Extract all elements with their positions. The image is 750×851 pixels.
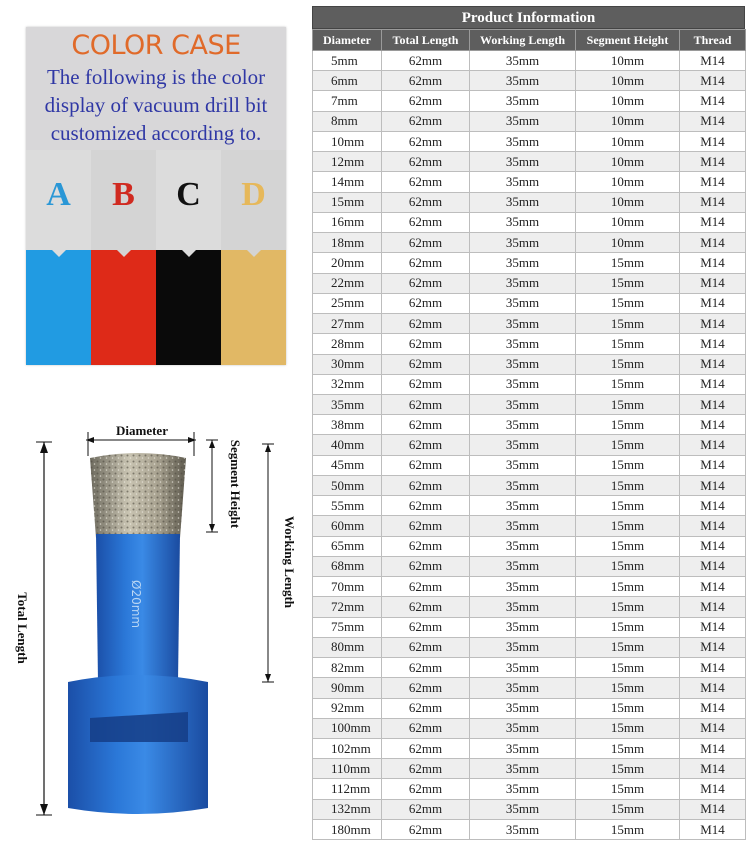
table-cell: 35mm	[470, 698, 576, 718]
table-cell: 62mm	[382, 394, 470, 414]
table-cell: 35mm	[470, 536, 576, 556]
table-row	[313, 71, 746, 91]
table-cell: 15mm	[576, 759, 680, 779]
table-row	[313, 192, 746, 212]
color-option-b	[91, 150, 156, 365]
table-row	[313, 496, 746, 516]
table-cell: 35mm	[470, 152, 576, 172]
table-cell: 62mm	[382, 779, 470, 799]
table-cell: 62mm	[382, 212, 470, 232]
table-cell: 10mm	[576, 91, 680, 111]
table-cell: 18mm	[313, 233, 382, 253]
column-header: Total Length	[382, 30, 470, 51]
diameter-engraving: Ø20mm	[129, 580, 143, 629]
table-row	[313, 273, 746, 293]
table-cell: 38mm	[313, 415, 382, 435]
table-row	[313, 597, 746, 617]
table-cell: 102mm	[313, 738, 382, 758]
table-cell: 62mm	[382, 698, 470, 718]
table-cell: 15mm	[576, 273, 680, 293]
table-cell: 35mm	[313, 394, 382, 414]
table-cell: M14	[680, 334, 746, 354]
table-row	[313, 374, 746, 394]
table-row	[313, 819, 746, 839]
table-row	[313, 455, 746, 475]
table-cell: M14	[680, 516, 746, 536]
table-cell: 65mm	[313, 536, 382, 556]
table-cell: 62mm	[382, 253, 470, 273]
table-cell: 62mm	[382, 799, 470, 819]
table-cell: 110mm	[313, 759, 382, 779]
table-cell: 10mm	[576, 71, 680, 91]
table-cell: 62mm	[382, 455, 470, 475]
table-cell: 62mm	[382, 273, 470, 293]
table-cell: 35mm	[470, 455, 576, 475]
color-case-title: COLOR CASE	[71, 30, 241, 61]
table-cell: 62mm	[382, 678, 470, 698]
table-cell: 35mm	[470, 51, 576, 71]
table-cell: 92mm	[313, 698, 382, 718]
table-cell: 35mm	[470, 496, 576, 516]
table-cell: 62mm	[382, 658, 470, 678]
table-cell: 15mm	[576, 435, 680, 455]
table-cell: 62mm	[382, 597, 470, 617]
table-cell: 180mm	[313, 819, 382, 839]
table-cell: 15mm	[576, 354, 680, 374]
table-cell: M14	[680, 799, 746, 819]
table-cell: 62mm	[382, 637, 470, 657]
table-cell: M14	[680, 475, 746, 495]
table-cell: 15mm	[576, 374, 680, 394]
table-cell: 62mm	[382, 435, 470, 455]
table-cell: 15mm	[576, 394, 680, 414]
table-cell: 10mm	[576, 51, 680, 71]
table-cell: 35mm	[470, 819, 576, 839]
table-cell: 6mm	[313, 71, 382, 91]
table-cell: 15mm	[576, 314, 680, 334]
table-cell: 35mm	[470, 738, 576, 758]
table-cell: 15mm	[576, 799, 680, 819]
table-cell: 35mm	[470, 314, 576, 334]
table-cell: 75mm	[313, 617, 382, 637]
table-cell: 10mm	[576, 192, 680, 212]
table-cell: 10mm	[576, 131, 680, 151]
table-cell: 112mm	[313, 779, 382, 799]
table-cell: 35mm	[470, 192, 576, 212]
table-cell: 15mm	[576, 698, 680, 718]
table-cell: 15mm	[576, 779, 680, 799]
table-cell: M14	[680, 718, 746, 738]
table-cell: 45mm	[313, 455, 382, 475]
color-swatch	[26, 250, 91, 365]
segment-height-label: Segment Height	[228, 439, 243, 529]
column-header: Diameter	[313, 30, 382, 51]
table-row	[313, 799, 746, 819]
table-cell: 62mm	[382, 536, 470, 556]
color-option-letter: D	[241, 176, 266, 213]
table-cell: 20mm	[313, 253, 382, 273]
table-cell: 35mm	[470, 779, 576, 799]
table-cell: 5mm	[313, 51, 382, 71]
table-cell: M14	[680, 577, 746, 597]
table-cell: M14	[680, 253, 746, 273]
table-cell: 70mm	[313, 577, 382, 597]
table-cell: 10mm	[313, 131, 382, 151]
table-cell: 10mm	[576, 111, 680, 131]
table-cell: M14	[680, 314, 746, 334]
table-row	[313, 91, 746, 111]
table-cell: 62mm	[382, 51, 470, 71]
table-row	[313, 415, 746, 435]
table-cell: 62mm	[382, 475, 470, 495]
table-cell: 62mm	[382, 334, 470, 354]
table-cell: 72mm	[313, 597, 382, 617]
table-cell: 35mm	[470, 212, 576, 232]
table-cell: 62mm	[382, 617, 470, 637]
table-row	[313, 253, 746, 273]
color-option-letter: A	[46, 176, 71, 213]
table-cell: M14	[680, 455, 746, 475]
table-cell: M14	[680, 759, 746, 779]
table-cell: 15mm	[576, 556, 680, 576]
table-cell: 35mm	[470, 435, 576, 455]
table-row	[313, 698, 746, 718]
table-cell: 62mm	[382, 738, 470, 758]
color-option-letter: C	[176, 176, 201, 213]
table-cell: 35mm	[470, 577, 576, 597]
table-cell: 35mm	[470, 374, 576, 394]
table-cell: 15mm	[576, 718, 680, 738]
table-cell: 35mm	[470, 637, 576, 657]
color-swatch	[156, 250, 221, 365]
table-cell: M14	[680, 597, 746, 617]
table-cell: M14	[680, 192, 746, 212]
table-cell: M14	[680, 779, 746, 799]
table-cell: 15mm	[576, 536, 680, 556]
table-cell: 10mm	[576, 152, 680, 172]
color-option-c	[156, 150, 221, 365]
table-cell: 8mm	[313, 111, 382, 131]
table-cell: 15mm	[576, 738, 680, 758]
table-cell: M14	[680, 131, 746, 151]
table-cell: 35mm	[470, 415, 576, 435]
color-swatch	[91, 250, 156, 365]
table-row	[313, 51, 746, 71]
table-row	[313, 718, 746, 738]
table-cell: 62mm	[382, 152, 470, 172]
color-option-a	[26, 150, 91, 365]
table-cell: 62mm	[382, 131, 470, 151]
table-row	[313, 678, 746, 698]
table-cell: 35mm	[470, 617, 576, 637]
column-header: Thread	[680, 30, 746, 51]
table-row	[313, 314, 746, 334]
table-cell: 15mm	[576, 597, 680, 617]
drill-bit-illustration	[0, 400, 305, 851]
table-cell: 62mm	[382, 577, 470, 597]
table-cell: 15mm	[576, 819, 680, 839]
table-cell: M14	[680, 394, 746, 414]
table-row	[313, 637, 746, 657]
table-cell: 30mm	[313, 354, 382, 374]
table-cell: 40mm	[313, 435, 382, 455]
color-option-d	[221, 150, 286, 365]
table-row	[313, 658, 746, 678]
diameter-label: Diameter	[116, 423, 168, 438]
table-cell: 62mm	[382, 314, 470, 334]
table-cell: M14	[680, 496, 746, 516]
table-row	[313, 293, 746, 313]
table-row	[313, 617, 746, 637]
table-row	[313, 131, 746, 151]
color-option-letter: B	[112, 176, 135, 213]
table-cell: 15mm	[576, 496, 680, 516]
table-cell: 62mm	[382, 718, 470, 738]
table-cell: M14	[680, 212, 746, 232]
table-cell: 62mm	[382, 759, 470, 779]
color-case-card	[26, 27, 286, 365]
table-cell: 90mm	[313, 678, 382, 698]
table-cell: M14	[680, 51, 746, 71]
table-cell: 35mm	[470, 293, 576, 313]
table-row	[313, 536, 746, 556]
table-title: Product Information	[312, 6, 745, 29]
table-cell: 12mm	[313, 152, 382, 172]
table-cell: 35mm	[470, 172, 576, 192]
table-cell: 25mm	[313, 293, 382, 313]
table-cell: 62mm	[382, 111, 470, 131]
table-cell: 62mm	[382, 233, 470, 253]
table-row	[313, 233, 746, 253]
table-cell: M14	[680, 637, 746, 657]
table-cell: 35mm	[470, 334, 576, 354]
color-case-description: The following is the color display of vacuum drill bit customized according to.	[44, 65, 268, 145]
product-information-table	[312, 6, 745, 840]
table-cell: 132mm	[313, 799, 382, 819]
table-row	[313, 111, 746, 131]
table-cell: 35mm	[470, 253, 576, 273]
table-cell: 16mm	[313, 212, 382, 232]
table-cell: M14	[680, 435, 746, 455]
table-cell: M14	[680, 91, 746, 111]
table-cell: M14	[680, 819, 746, 839]
table-cell: 62mm	[382, 71, 470, 91]
table-cell: 27mm	[313, 314, 382, 334]
table-cell: 62mm	[382, 91, 470, 111]
table-cell: 15mm	[576, 617, 680, 637]
table-cell: M14	[680, 293, 746, 313]
table-cell: 62mm	[382, 415, 470, 435]
table-cell: 15mm	[576, 293, 680, 313]
table-cell: 22mm	[313, 273, 382, 293]
table-row	[313, 475, 746, 495]
table-row	[313, 394, 746, 414]
table-cell: M14	[680, 354, 746, 374]
table-cell: 55mm	[313, 496, 382, 516]
table-row	[313, 516, 746, 536]
table-row	[313, 435, 746, 455]
column-header: Segment Height	[576, 30, 680, 51]
table-cell: 35mm	[470, 678, 576, 698]
table-cell: 60mm	[313, 516, 382, 536]
table-cell: 35mm	[470, 91, 576, 111]
table-cell: 35mm	[470, 131, 576, 151]
table-cell: 15mm	[576, 253, 680, 273]
working-length-label: Working Length	[282, 515, 297, 609]
table-cell: M14	[680, 698, 746, 718]
table-cell: 80mm	[313, 637, 382, 657]
table-cell: M14	[680, 678, 746, 698]
table-cell: M14	[680, 71, 746, 91]
table-cell: 35mm	[470, 799, 576, 819]
column-header: Working Length	[470, 30, 576, 51]
table-cell: 35mm	[470, 556, 576, 576]
table-cell: M14	[680, 556, 746, 576]
table-row	[313, 152, 746, 172]
table-cell: 35mm	[470, 658, 576, 678]
table-cell: 35mm	[470, 71, 576, 91]
table-row	[313, 172, 746, 192]
table-cell: 62mm	[382, 172, 470, 192]
table-cell: M14	[680, 152, 746, 172]
table-cell: 62mm	[382, 556, 470, 576]
color-options	[26, 150, 286, 365]
table-row	[313, 334, 746, 354]
table-cell: 15mm	[576, 577, 680, 597]
table-cell: 35mm	[470, 597, 576, 617]
table-cell: 7mm	[313, 91, 382, 111]
table-header-row	[313, 30, 746, 51]
table-cell: 62mm	[382, 819, 470, 839]
table-row	[313, 212, 746, 232]
table-cell: 35mm	[470, 394, 576, 414]
table-cell: 32mm	[313, 374, 382, 394]
table-cell: 100mm	[313, 718, 382, 738]
table-cell: 62mm	[382, 496, 470, 516]
table-cell: 35mm	[470, 759, 576, 779]
table-cell: 15mm	[576, 637, 680, 657]
table-cell: 62mm	[382, 516, 470, 536]
table-cell: 68mm	[313, 556, 382, 576]
table-cell: 10mm	[576, 233, 680, 253]
table-cell: 62mm	[382, 354, 470, 374]
table-cell: 10mm	[576, 172, 680, 192]
table-cell: M14	[680, 617, 746, 637]
table-cell: 15mm	[576, 455, 680, 475]
table-cell: 62mm	[382, 374, 470, 394]
table-cell: 15mm	[576, 334, 680, 354]
table-cell: 14mm	[313, 172, 382, 192]
color-swatch	[221, 250, 286, 365]
drill-bit-diagram	[0, 400, 305, 851]
table-cell: 82mm	[313, 658, 382, 678]
table-cell: M14	[680, 273, 746, 293]
table-cell: 35mm	[470, 111, 576, 131]
drill-hex-base	[68, 675, 208, 814]
table-cell: 35mm	[470, 273, 576, 293]
table-cell: 35mm	[470, 354, 576, 374]
table-cell: 62mm	[382, 192, 470, 212]
table-cell: M14	[680, 172, 746, 192]
table-cell: 50mm	[313, 475, 382, 495]
table-cell: 28mm	[313, 334, 382, 354]
table-cell: M14	[680, 233, 746, 253]
table-row	[313, 354, 746, 374]
table-row	[313, 759, 746, 779]
table-cell: 15mm	[576, 475, 680, 495]
table-row	[313, 556, 746, 576]
table-cell: 35mm	[470, 475, 576, 495]
table-cell: 35mm	[470, 516, 576, 536]
table-cell: 35mm	[470, 233, 576, 253]
total-length-label: Total Length	[15, 592, 30, 664]
table-cell: 15mm	[576, 415, 680, 435]
table-cell: 15mm	[313, 192, 382, 212]
table-cell: M14	[680, 415, 746, 435]
table-cell: 15mm	[576, 658, 680, 678]
table-cell: M14	[680, 536, 746, 556]
table-row	[313, 779, 746, 799]
table-cell: 35mm	[470, 718, 576, 738]
table-cell: 15mm	[576, 516, 680, 536]
table-row	[313, 738, 746, 758]
table-cell: M14	[680, 738, 746, 758]
table-cell: 62mm	[382, 293, 470, 313]
table-cell: M14	[680, 111, 746, 131]
table-cell: 10mm	[576, 212, 680, 232]
table-row	[313, 577, 746, 597]
table-cell: 15mm	[576, 678, 680, 698]
table-cell: M14	[680, 658, 746, 678]
table-cell: M14	[680, 374, 746, 394]
